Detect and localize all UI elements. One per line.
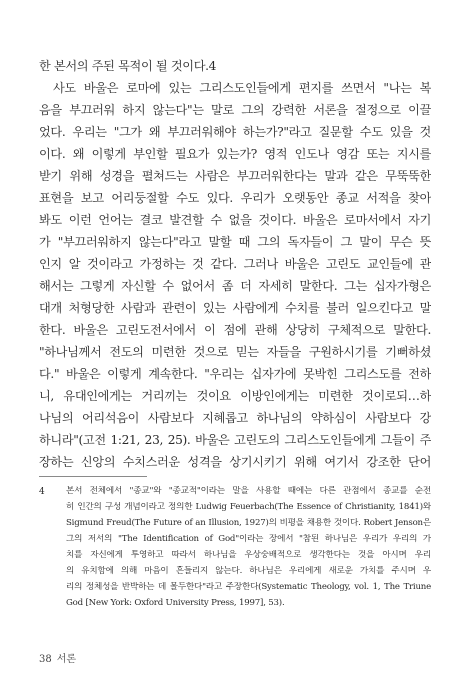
footnote-line: Sigmund Freud(The Future of an Illusion, 1927)의 비평을 채용한 것이다. Robert Jenson은 — [66, 518, 431, 528]
body-line: 대개 처형당한 사람과 관련이 있는 사람에게 수치를 불러 일으킨다고 말 — [39, 301, 431, 315]
page-footer — [39, 653, 81, 667]
body-line: 봐도 이런 언어는 결코 발견할 수 없을 것이다. 바울은 로마서에서 자기 — [39, 213, 431, 227]
page-number: 38 — [39, 654, 52, 665]
body-line: 이다. 왜 이렇게 부인할 필요가 있는가? 영적 인도나 영감 또는 지시를 — [39, 147, 431, 161]
footnote-number: 4 — [39, 487, 45, 497]
body-line: 장하는 신앙의 수치스러운 성격을 상기시키기 위해 여기서 강조한 단어 — [39, 455, 431, 469]
footnote-line: 치를 자신에게 투영하고 따라서 하나님을 우상숭배적으로 생각한다는 것을 아시며 우리 — [66, 550, 431, 560]
footnote-line: 리의 정체성을 반박하는 데 몰두한다"라고 주장한다(Systematic Theology, vol. 1, The Triune — [66, 582, 431, 592]
body-line: 니, 유대인에게는 거리끼는 것이요 이방인에게는 미련한 것이로되…하 — [39, 389, 431, 403]
body-line: 다." 바울은 이렇게 계속한다. "우리는 십자가에 못박힌 그리스도를 전하 — [39, 367, 431, 381]
section-title: 서론 — [56, 654, 77, 665]
footnote-line: God [New York: Oxford University Press, 1997], 53). — [66, 598, 285, 608]
body-line: 한 본서의 주된 목적이 될 것이다.4 — [39, 59, 217, 73]
body-line: 음을 부끄러워 하지 않는다"는 말로 그의 강력한 서론을 절정으로 이끌 — [39, 103, 431, 117]
body-line: 사도 바울은 로마에 있는 그리스도인들에게 편지를 쓰면서 "나는 복 — [53, 81, 431, 95]
body-line: 표현을 보고 어리둥절할 수도 있다. 우리가 오랫동안 종교 서적을 찾아 — [39, 191, 431, 205]
footnote-line: 본서 전체에서 "종교"와 "종교적"이라는 말을 사용할 때에는 다른 관점에서 종교를 순전 — [66, 486, 431, 496]
body-line: 가 "부끄러워하지 않는다"라고 말할 때 그의 독자들이 그 말이 무슨 뜻 — [39, 235, 431, 249]
footnote-line: 히 인간의 구성 개념이라고 정의한 Ludwig Feuerbach(The Essence of Christianity, 1841)와 — [66, 502, 431, 512]
footnote-divider — [39, 476, 147, 477]
body-line: 었다. 우리는 "그가 왜 부끄러워해야 하는가?"라고 질문할 수도 있을 것 — [39, 125, 431, 139]
body-line: 하니라"(고전 1:21, 23, 25). 바울은 고린도의 그리스도인들에게 그들이 주 — [39, 433, 431, 447]
body-line: 한다. 바울은 고린도전서에서 이 점에 관해 상당히 구체적으로 말한다. — [39, 323, 431, 337]
body-line: 해서는 그렇게 자신할 수 없어서 좀 더 자세히 말한다. 그는 십자가형은 — [39, 279, 431, 293]
footnote-line: 의 유치함에 의해 마음이 흔들리지 않는다. 하나님은 우리에게 새로운 가치를 주시며 우 — [66, 566, 431, 576]
body-line: 받기 위해 성경을 펼쳐드는 사람은 부끄러워한다는 말과 같은 무뚝뚝한 — [39, 169, 431, 183]
footnote-line: 그의 저서의 "The Identification of God"이라는 장에서 "참된 하나님은 우리가 우리의 가 — [66, 534, 431, 544]
body-line: 나님의 어리석음이 사람보다 지혜롭고 하나님의 약하심이 사람보다 강 — [39, 411, 431, 425]
body-line: 인지 알 것이라고 가정하는 것 같다. 그러나 바울은 고린도 교인들에 관 — [39, 257, 431, 271]
body-line: "하나님께서 전도의 미련한 것으로 믿는 자들을 구원하시기를 기뻐하셨 — [39, 345, 431, 359]
